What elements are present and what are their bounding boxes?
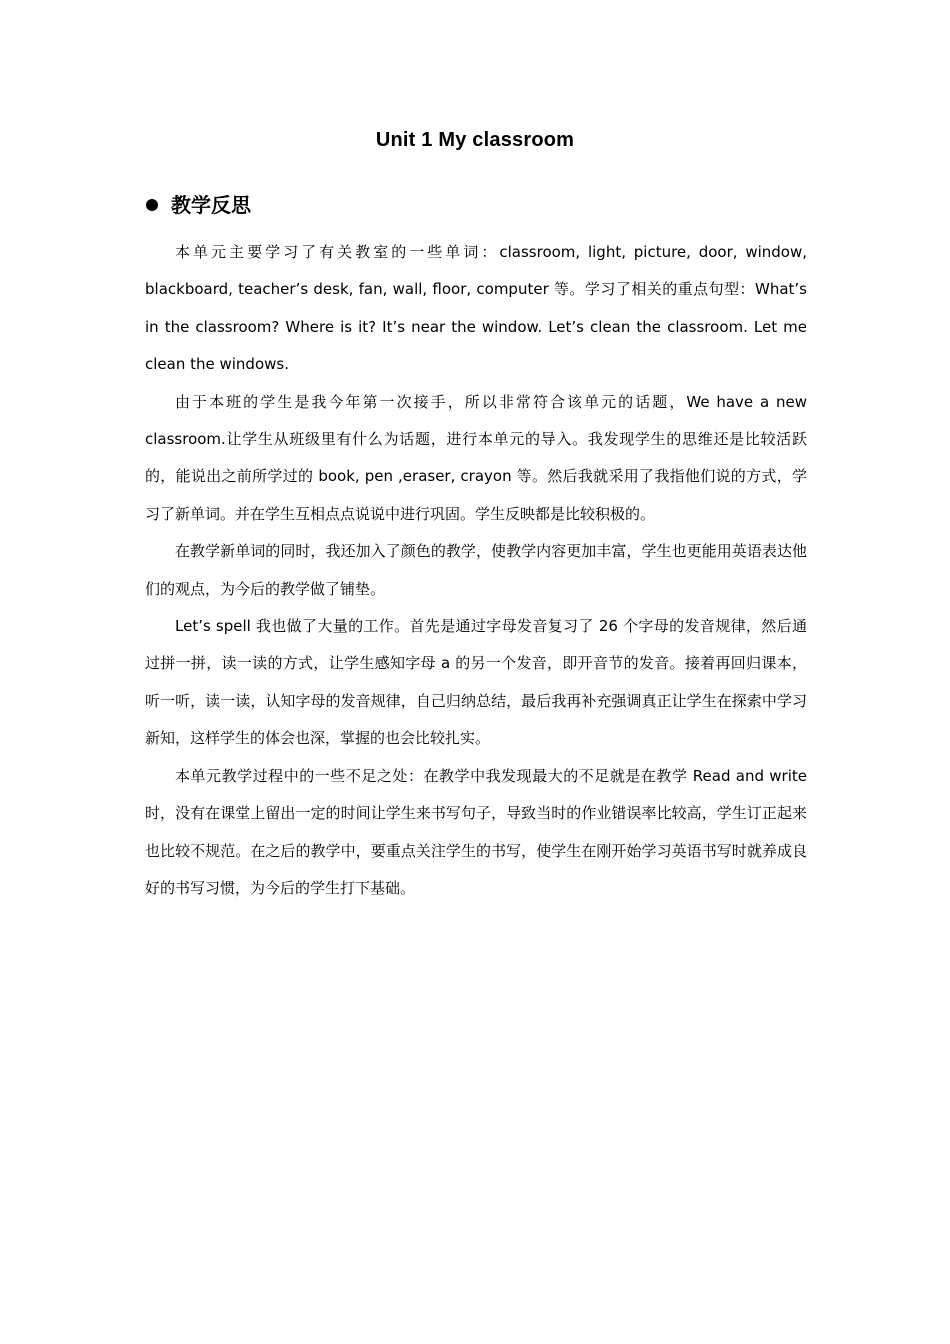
paragraph-2: 由于本班的学生是我今年第一次接手，所以非常符合该单元的话题，We have a new classroom.让学生从班级里有什么为话题，进行本单元的导入。我发现学生的思维还是比较活跃的，能说出之前所学过的 book, pen ,eraser, crayon 等。然后我就采用了我指他们说的方式，学习了新单词。并在学生互相点点说说中进行巩固。学生反映都是比较积极的。 xyxy=(145,392,807,523)
paragraph-1: 本单元主要学习了有关教室的一些单词：classroom, light, picture, door, window, blackboard, teacher’s desk, fan, wall, floor, computer 等。学习了相关的重点句型：What’s in the classroom? Where is it? It’s near the window. Let’s clean the classroom. Let me clean the windows. xyxy=(145,243,807,374)
paragraph-5: 本单元教学过程中的一些不足之处：在教学中我发现最大的不足就是在教学 Read and write 时，没有在课堂上留出一定的时间让学生来书写句子，导致当时的作业错误率比较高，学生订正起来也比较不规范。在之后的教学中，要重点关注学生的书写，使学生在刚开始学习英语书写时就养成良好的书写习惯，为今后的学生打下基础。 xyxy=(145,766,807,897)
body-text xyxy=(145,234,807,907)
section-heading xyxy=(145,190,251,220)
paragraph-3: 在教学新单词的同时，我还加入了颜色的教学，使教学内容更加丰富，学生也更能用英语表达他们的观点，为今后的教学做了铺垫。 xyxy=(145,542,807,598)
bullet-icon xyxy=(146,199,158,211)
section-heading-label: 教学反思 xyxy=(171,193,251,217)
document-title: Unit 1 My classroom xyxy=(375,129,575,151)
paragraph-4: Let’s spell 我也做了大量的工作。首先是通过字母发音复习了 26 个字母的发音规律，然后通过拼一拼，读一读的方式，让学生感知字母 a 的另一个发音，即开音节的发音。接着再回归课本，听一听，读一读，认知字母的发音规律，自己归纳总结，最后我再补充强调真正让学生在探索中学习新知，这样学生的体会也深，掌握的也会比较扎实。 xyxy=(145,617,807,748)
